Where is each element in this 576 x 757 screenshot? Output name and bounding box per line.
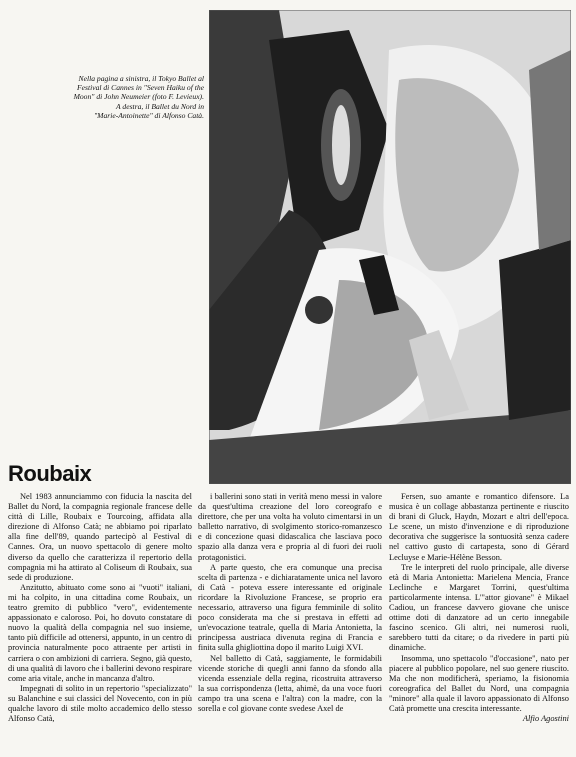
article-column-2 (198, 492, 382, 754)
paragraph: Tre le interpreti del ruolo principale, alle diverse età di Maria Antonietta: Marielena Mencia, France Leclinche e Margaret Torrini, quest'ultima particolarmente intensa. L'"attor giovane" è Mikael Cadiou, un francese davvero giovane che unisce ottime doti di danzatore ad un certo innegabile fascino scenico. Gli altri, nei numerosi ruoli, sarebbero tutti da citare; o da rivedere in parti più dinamiche. (389, 562, 569, 653)
paragraph: Nel 1983 annunciammo con fiducia la nascita del Ballet du Nord, la compagnia regionale francese delle città di Lille, Roubaix e Tourcoing, affidata alla direzione di Alfonso Catà; ne abbiamo poi riparlato alla fine dell'89, quando partecipò al Festival di Cannes. Ora, un nuovo spettacolo di genere molto diverso da quello che caratterizza il repertorio della compagnia mi ha attirato al Coliseum di Roubaix, sua sede di produzione. (8, 492, 192, 582)
paragraph: Impegnati di solito in un repertorio "specializzato" su Balanchine e sui classici del Novecento, con in più qualche lavoro di stile molto accademico dello stesso Alfonso Catà, (8, 683, 192, 724)
author-signature: Alfio Agostini (522, 714, 569, 724)
paragraph: A parte questo, che era comunque una precisa scelta di partenza - e dichiaratamente unica nel lavoro di Catà - poteva essere interessante ed originale ricordare la Rivoluzione Francese, se proprio era necessario, attraverso una figura femminile di solito poco considerata ma che si prestava in effetti ad un'evocazione teatrale, quella di Maria Antonietta, la principessa austriaca divenuta regina di Francia e finita sulla ghigliottina dopo il marito Luigi XVI. (198, 562, 382, 653)
ballet-photo (209, 10, 571, 484)
paragraph: Insomma, uno spettacolo "d'occasione", nato per piacere al pubblico popolare, nel suo genere riuscito. Ma che non modificherà, speriamo, la fisionomia coreografica del Ballet du Nord, una compagnia "minore" alla quale il lavoro appassionato di Alfonso Catà promette una crescita interessante. (389, 653, 569, 713)
article-column-1 (8, 492, 192, 754)
caption-line: Moon" di John Neumeier (foto F. Levieux). (73, 92, 204, 102)
caption-line: Festival di Cannes in "Seven Haiku of the (77, 83, 204, 93)
paragraph: Fersen, suo amante e romantico difensore. La musica è un collage abbastanza pertinente e riuscito di brani di Gluck, Haydn, Mozart e altri dell'epoca. Le scene, un misto d'invenzione e di riproduzione decorativa che suggerisce la sontuosità senza cadere nel cattivo gusto di cartapesta, sono di Gérard Lecluyse e Marie-Hélène Besson. (389, 492, 569, 562)
paragraph: Anzitutto, abituato come sono ai "vuoti" italiani, mi ha colpito, in una cittadina come Roubaix, un teatro gremito di pubblico "vero", evidentemente appassionato e caloroso. Poi, ho dovuto constatare di nuovo la qualità della compagnia nel suo insieme, tanto più difficile ad ottenersi, appunto, in un centro di provincia naturalmente poco attraente per artisti in carriera o con ambizioni di carriera. Segno, già questo, di una qualità di lavoro che i ballerini devono respirare come aria vitale, anche in mancanza d'altro. (8, 582, 192, 683)
paragraph: Nel balletto di Catà, saggiamente, le formidabili vicende storiche di quegli anni fanno da sfondo alla vicenda essenziale della regina, ricostruita attraverso la sua corrispondenza (letta, ahimè, da una voce fuori campo tra una scena e l'altra) con la madre, con la sorella e col giovane conte svedese Axel de (198, 653, 382, 713)
caption-line: "Marie-Antoinette" di Alfonso Catà. (93, 110, 204, 120)
paragraph: i ballerini sono stati in verità meno messi in valore da quest'ultima creazione del loro coreografo e direttore, che per una volta ha voluto cimentarsi in un balletto narrativo, di svolgimento storico-romanzesco e di concezione quasi didascalica che lasciava poco spazio alla danza vera e propria al di fuori dei ruoli protagonistici. (198, 492, 382, 562)
caption-line: Nella pagina a sinistra, il Tokyo Ballet al (78, 74, 204, 83)
caption-line: A destra, il Ballet du Nord in (116, 101, 204, 111)
article-title: Roubaix (8, 461, 92, 486)
article-column-3 (389, 492, 569, 754)
photo-caption (40, 74, 204, 120)
